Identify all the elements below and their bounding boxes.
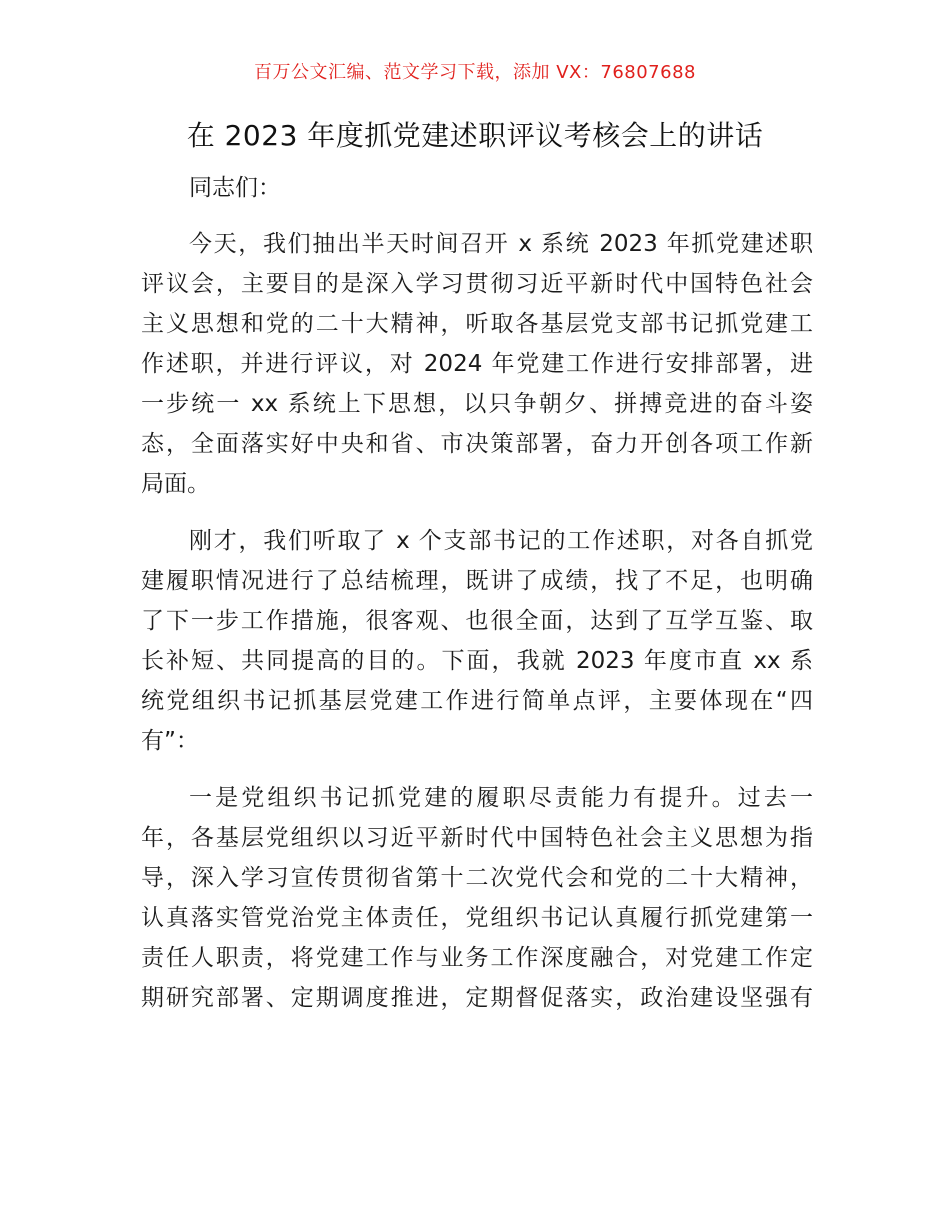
header-watermark-note: 百万公文汇编、范文学习下载，添加 VX：76807688 — [254, 62, 696, 83]
text-line: 局面。 — [141, 471, 210, 497]
text-line: 刚才，我们听取了 x 个支部书记的工作述职，对各自抓党 — [189, 528, 813, 554]
text-line: 统党组织书记抓基层党建工作进行简单点评，主要体现在“四 — [141, 688, 813, 714]
text-line: 导，深入学习宣传贯彻省第十二次党代会和党的二十大精神， — [141, 865, 813, 891]
text-line: 长补短、共同提高的目的。下面，我就 2023 年度市直 xx 系 — [141, 648, 813, 674]
text-line: 今天，我们抽出半天时间召开 x 系统 2023 年抓党建述职 — [189, 231, 813, 257]
text-line: 态，全面落实好中央和省、市决策部署，奋力开创各项工作新 — [141, 431, 813, 457]
text-line: 认真落实管党治党主体责任，党组织书记认真履行抓党建第一 — [141, 905, 813, 931]
text-line: 了下一步工作措施，很客观、也很全面，达到了互学互鉴、取 — [141, 608, 813, 634]
text-line: 一是党组织书记抓党建的履职尽责能力有提升。过去一 — [189, 785, 813, 811]
text-line: 作述职，并进行评议，对 2024 年党建工作进行安排部署，进 — [141, 351, 813, 377]
document-title: 在 2023 年度抓党建述职评议考核会上的讲话 — [186, 119, 764, 152]
text-line: 建履职情况进行了总结梳理，既讲了成绩，找了不足，也明确 — [141, 568, 813, 594]
text-line: 年，各基层党组织以习近平新时代中国特色社会主义思想为指 — [141, 825, 813, 851]
text-line: 责任人职责，将党建工作与业务工作深度融合，对党建工作定 — [141, 945, 813, 971]
text-line: 期研究部署、定期调度推进，定期督促落实，政治建设坚强有 — [141, 985, 813, 1011]
text-line: 一步统一 xx 系统上下思想，以只争朝夕、拼搏竞进的奋斗姿 — [141, 391, 813, 417]
paragraph-opening — [141, 224, 813, 504]
paragraph-point-one — [141, 778, 813, 1018]
text-line: 主义思想和党的二十大精神，听取各基层党支部书记抓党建工 — [141, 311, 813, 337]
paragraph-review — [141, 521, 813, 761]
salutation: 同志们： — [189, 175, 281, 201]
text-line: 有”： — [141, 728, 199, 754]
text-line: 评议会，主要目的是深入学习贯彻习近平新时代中国特色社会 — [141, 271, 813, 297]
document-body — [141, 168, 813, 1035]
